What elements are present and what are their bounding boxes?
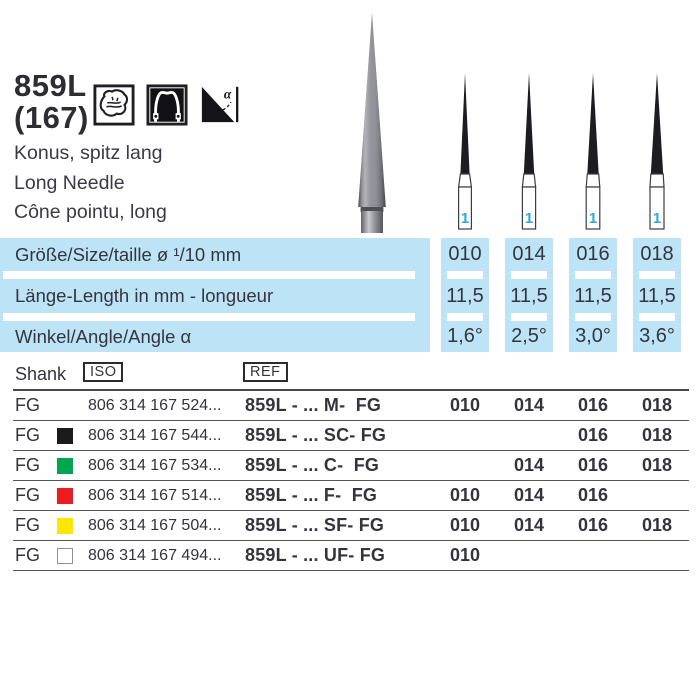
size-value: 010 — [448, 243, 482, 265]
table-row — [13, 541, 689, 571]
size-cell: 010 — [449, 485, 481, 505]
divider — [3, 313, 415, 321]
grit-color-swatch — [57, 428, 73, 444]
size-cell: 016 — [577, 455, 609, 475]
product-name-fr: Cône pointu, long — [14, 201, 167, 223]
product-name-en: Long Needle — [14, 171, 125, 194]
shank-value: FG — [15, 425, 40, 445]
order-table-header — [13, 362, 689, 391]
grit-color-swatch — [57, 458, 73, 474]
product-code-main: 859L — [14, 68, 87, 103]
length-value: 11,5 — [574, 284, 612, 307]
iso-number: 806 314 167 504... — [88, 516, 222, 534]
spec-column-010 — [441, 238, 489, 352]
iso-number: 806 314 167 544... — [88, 426, 222, 444]
size-cell: 010 — [449, 545, 481, 565]
crown-icon — [146, 84, 188, 126]
divider — [511, 271, 547, 279]
angle-value: 3,6° — [639, 325, 675, 347]
order-table — [13, 362, 689, 571]
spec-column-016 — [569, 238, 617, 352]
ref-number: 859L - ... C- FG — [245, 455, 380, 475]
grit-color-swatch — [57, 548, 73, 564]
variant-number: 1 — [524, 210, 534, 227]
product-names — [14, 139, 167, 228]
size-cell: 014 — [513, 515, 545, 535]
needle-diagram-018 — [642, 73, 672, 231]
ref-header: REF — [243, 362, 288, 382]
divider — [447, 313, 483, 321]
spec-row-label-size: Größe/Size/taille ø ¹/10 mm — [15, 243, 242, 265]
occlusal-surface-icon — [93, 84, 135, 126]
size-cell: 016 — [577, 485, 609, 505]
grit-color-swatch — [57, 488, 73, 504]
length-value: 11,5 — [638, 284, 676, 307]
variant-number: 1 — [460, 210, 470, 227]
product-code-alt: (167) — [14, 100, 89, 135]
table-row — [13, 481, 689, 511]
needle-diagram-010 — [450, 73, 480, 231]
ref-number: 859L - ... M- FG — [245, 395, 382, 415]
variant-number: 1 — [652, 210, 662, 227]
spec-table — [0, 238, 700, 352]
divider — [639, 313, 675, 321]
divider — [639, 271, 675, 279]
spec-label-block — [0, 238, 430, 352]
iso-number: 806 314 167 514... — [88, 486, 222, 504]
table-row — [13, 391, 689, 421]
divider — [447, 271, 483, 279]
ref-number: 859L - ... UF- FG — [245, 545, 386, 565]
grit-color-swatch — [57, 518, 73, 534]
size-cell: 016 — [577, 395, 609, 415]
product-code — [14, 70, 89, 134]
size-value: 014 — [512, 243, 546, 265]
application-icons — [93, 84, 241, 126]
divider — [511, 313, 547, 321]
size-cell: 016 — [577, 515, 609, 535]
shank-value: FG — [15, 545, 40, 565]
iso-number: 806 314 167 524... — [88, 396, 222, 414]
ref-number: 859L - ... F- FG — [245, 485, 378, 505]
spec-column-018 — [633, 238, 681, 352]
size-cell: 016 — [577, 425, 609, 445]
product-name-de: Konus, spitz lang — [14, 142, 163, 164]
size-value: 016 — [576, 243, 610, 265]
size-cell: 014 — [513, 485, 545, 505]
size-cell: 010 — [449, 395, 481, 415]
ref-number: 859L - ... SC- FG — [245, 425, 387, 445]
divider — [575, 271, 611, 279]
angle-value: 1,6° — [447, 325, 483, 347]
angle-value: 2,5° — [511, 325, 547, 347]
spec-row-label-length: Länge-Length in mm - longueur — [15, 285, 274, 306]
shank-value: FG — [15, 485, 40, 505]
table-row — [13, 511, 689, 541]
size-cell: 010 — [449, 515, 481, 535]
iso-header: ISO — [83, 362, 123, 382]
size-cell: 014 — [513, 455, 545, 475]
needle-diagram-014 — [514, 73, 544, 231]
shank-value: FG — [15, 515, 40, 535]
size-cell: 014 — [513, 395, 545, 415]
divider — [575, 313, 611, 321]
size-cell: 018 — [641, 515, 673, 535]
angle-value: 3,0° — [575, 325, 611, 347]
iso-number: 806 314 167 494... — [88, 546, 222, 564]
divider — [3, 271, 415, 279]
size-value: 018 — [640, 243, 674, 265]
length-value: 11,5 — [510, 284, 548, 307]
shank-header: Shank — [15, 364, 67, 384]
spec-row-label-angle: Winkel/Angle/Angle α — [15, 325, 192, 347]
needle-diagram-016 — [578, 73, 608, 231]
shank-value: FG — [15, 455, 40, 475]
size-cell: 018 — [641, 425, 673, 445]
shank-value: FG — [15, 395, 40, 415]
bur-photo — [350, 11, 394, 238]
angle-icon — [199, 84, 241, 126]
length-value: 11,5 — [446, 284, 484, 307]
ref-number: 859L - ... SF- FG — [245, 515, 385, 535]
spec-column-014 — [505, 238, 553, 352]
iso-number: 806 314 167 534... — [88, 456, 222, 474]
table-row — [13, 421, 689, 451]
size-cell: 018 — [641, 395, 673, 415]
table-row — [13, 451, 689, 481]
size-cell: 018 — [641, 455, 673, 475]
svg-text:α: α — [223, 86, 232, 102]
variant-number: 1 — [588, 210, 598, 227]
